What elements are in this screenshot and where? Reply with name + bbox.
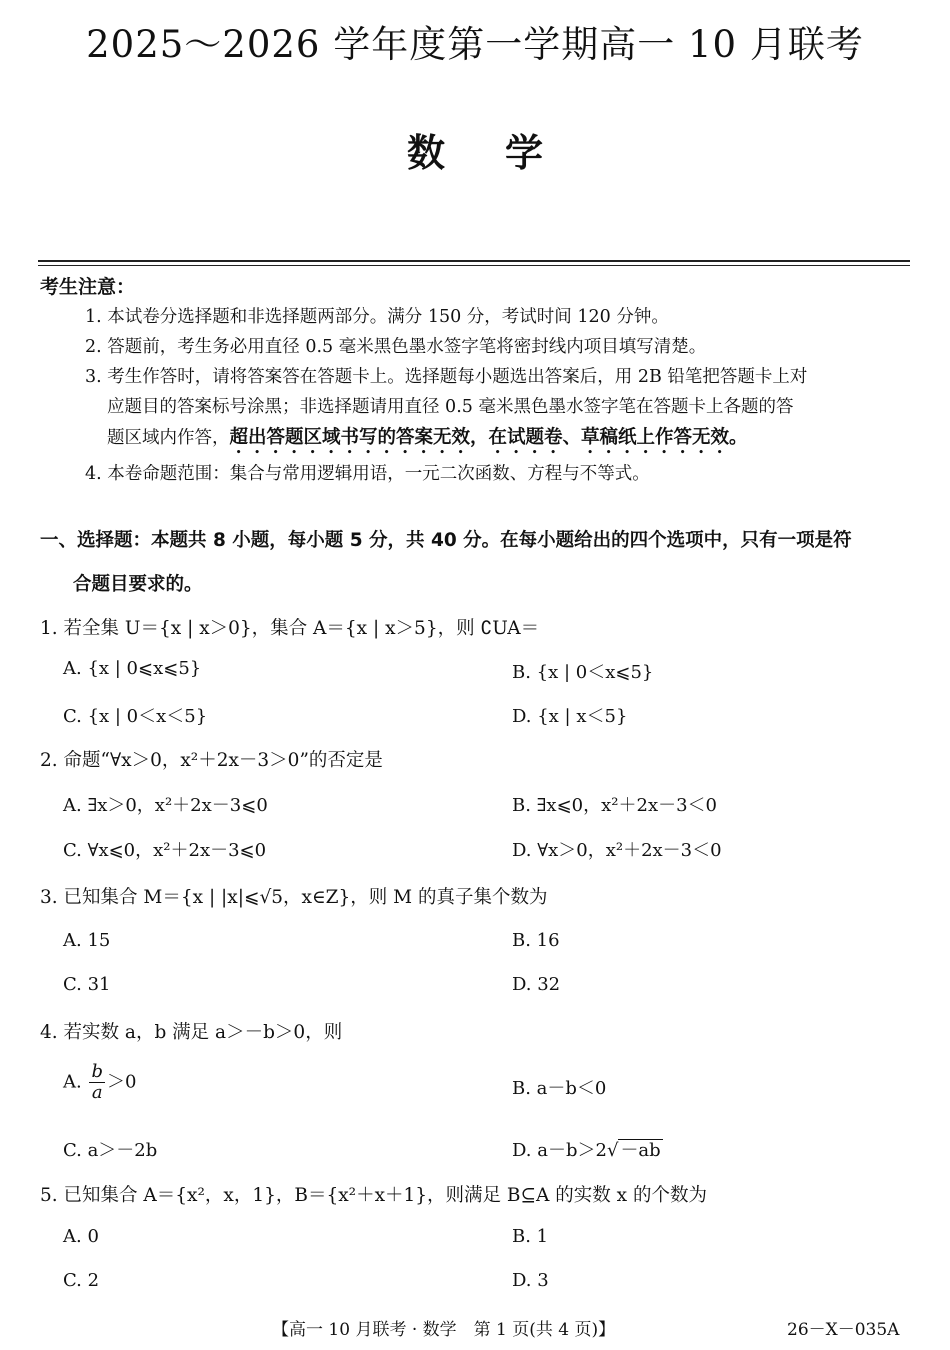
section-heading: 一、选择题：本题共 8 小题，每小题 5 分，共 40 分。在每小题给出的四个选项中，只有一项是符 [40, 530, 852, 551]
notice-emphasis: 超出答题区域书写的答案无效，在试题卷、草稿纸上作答无效。 [229, 427, 748, 448]
question-5-option-a: A. 0 [63, 1226, 99, 1247]
question-2-option-c: C. ∀x⩽0，x²＋2x－3⩽0 [63, 840, 267, 861]
subject-title: 数学 [406, 131, 603, 175]
question-4-option-d [512, 1136, 663, 1162]
question-2-option-b: B. ∃x⩽0，x²＋2x－3＜0 [512, 795, 717, 816]
question-5-stem: 5. 已知集合 A＝{x²，x，1}，B＝{x²＋x＋1}，则满足 B⊆A 的实数 x 的个数为 [40, 1185, 707, 1206]
footer-page-info: 【高一 10 月联考 · 数学 第 1 页(共 4 页)】 [272, 1320, 616, 1340]
question-3-option-a: A. 15 [63, 930, 111, 951]
question-4-option-a [63, 1062, 136, 1103]
sqrt-sign: √ [606, 1140, 619, 1161]
question-4-option-b: B. a－b＜0 [512, 1078, 607, 1099]
notice-item-3-cont: 应题目的答案标号涂黑；非选择题请用直径 0.5 毫米黑色墨水签字笔在答题卡上各题的答 [107, 397, 794, 417]
question-3-option-c: C. 31 [63, 974, 111, 995]
notice-item-1: 1. 本试卷分选择题和非选择题两部分。满分 150 分，考试时间 120 分钟。 [85, 307, 669, 327]
question-1-option-d: D. {x | x＜5} [512, 706, 628, 727]
question-2-option-a: A. ∃x＞0，x²＋2x－3⩽0 [63, 795, 268, 816]
question-3-stem: 3. 已知集合 M＝{x | |x|⩽√5，x∈Z}，则 M 的真子集个数为 [40, 887, 548, 908]
notice-item-3-cont2 [107, 423, 748, 458]
question-4-option-a-letter: A. [63, 1071, 82, 1093]
question-4-option-d-text: D. a－b＞2 [512, 1140, 607, 1161]
question-3-option-d: D. 32 [512, 974, 561, 995]
question-1-option-b: B. {x | 0＜x⩽5} [512, 662, 654, 683]
question-5-option-b: B. 1 [512, 1226, 549, 1247]
notice-item-2: 2. 答题前，考生务必用直径 0.5 毫米黑色墨水签字笔将密封线内项目填写清楚。 [85, 337, 707, 357]
notice-item-3: 3. 考生作答时，请将答案答在答题卡上。选择题每小题选出答案后，用 2B 铅笔把答题卡上对 [85, 367, 808, 387]
exam-title: 2025～2026 学年度第一学期高一 10 月联考 [86, 23, 864, 66]
question-4-stem: 4. 若实数 a，b 满足 a＞－b＞0，则 [40, 1022, 343, 1043]
notice-heading: 考生注意： [40, 276, 136, 298]
header-rule-thin [38, 265, 910, 266]
fraction-denominator: a [91, 1082, 103, 1103]
sqrt-radicand: －ab [620, 1140, 661, 1161]
section-heading-cont: 合题目要求的。 [73, 574, 203, 595]
footer-code: 26－X－035A [787, 1320, 900, 1340]
header-rule-thick [38, 260, 910, 262]
question-1-option-c: C. {x | 0＜x＜5} [63, 706, 208, 727]
question-5-option-d: D. 3 [512, 1270, 549, 1291]
question-2-stem: 2. 命题“∀x＞0，x²＋2x－3＞0”的否定是 [40, 750, 383, 771]
question-4-option-c: C. a＞－2b [63, 1140, 158, 1161]
notice-item-3-tail: 题区域内作答， [107, 428, 230, 448]
fraction-numerator: b [91, 1061, 103, 1082]
question-1-stem: 1. 若全集 U＝{x | x＞0}，集合 A＝{x | x＞5}，则 ∁UA＝ [40, 618, 540, 639]
notice-item-4: 4. 本卷命题范围：集合与常用逻辑用语，一元二次函数、方程与不等式。 [85, 464, 650, 484]
question-1-option-a: A. {x | 0⩽x⩽5} [63, 658, 202, 679]
fraction-tail: ＞0 [107, 1071, 137, 1093]
fraction-b-over-a [89, 1062, 105, 1103]
question-2-option-d: D. ∀x＞0，x²＋2x－3＜0 [512, 840, 722, 861]
question-5-option-c: C. 2 [63, 1270, 100, 1291]
question-3-option-b: B. 16 [512, 930, 560, 951]
